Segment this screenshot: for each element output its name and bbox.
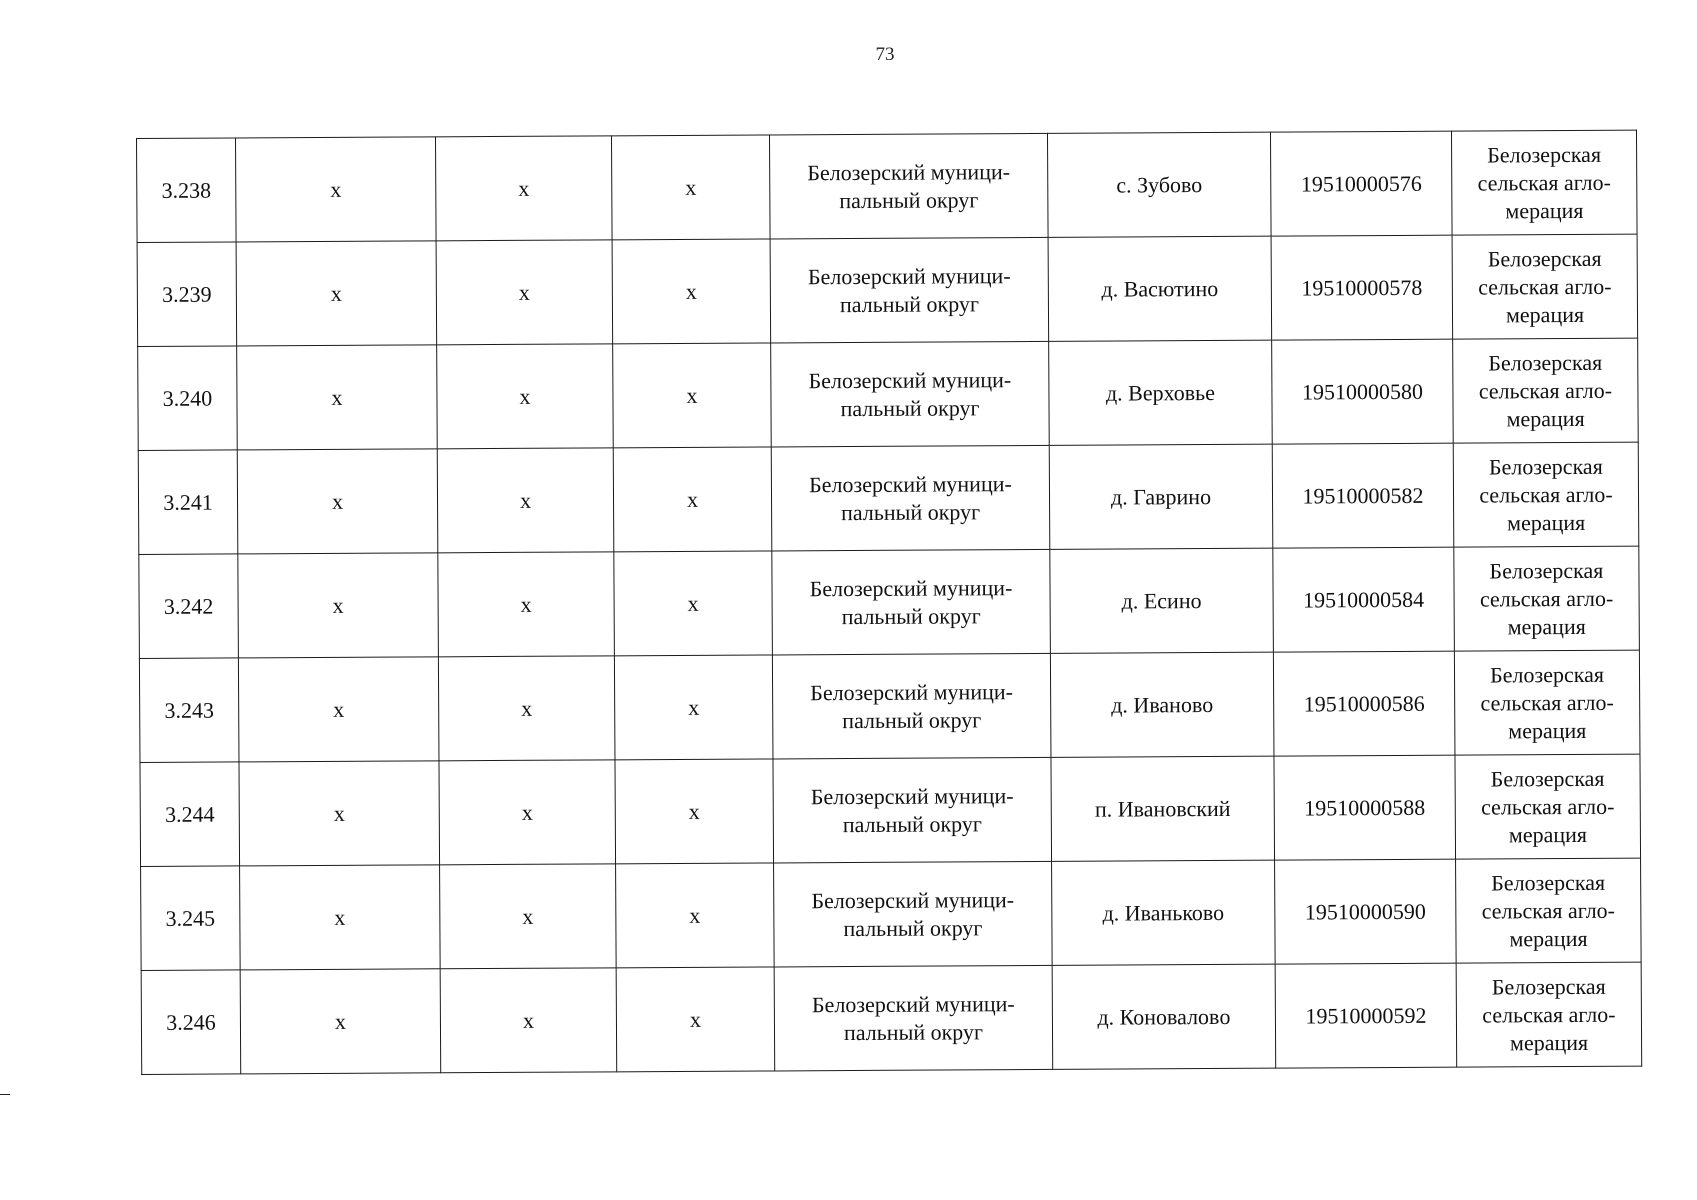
district-cell-text: Белозерский муници- xyxy=(809,470,1012,497)
agglomeration-cell xyxy=(1453,338,1639,443)
settlement-cell xyxy=(1050,548,1274,653)
row-number-cell xyxy=(138,450,238,555)
row-number-cell xyxy=(141,866,241,971)
agglomeration-cell-text: мерация xyxy=(1507,613,1586,639)
settlement-cell-text: с. Зубово xyxy=(1116,171,1203,198)
table-body xyxy=(137,130,1642,1074)
agglomeration-cell xyxy=(1454,650,1640,755)
mark-cell-text: х xyxy=(686,486,699,512)
row-number-cell-text: 3.243 xyxy=(164,697,215,723)
district-cell xyxy=(772,653,1051,759)
table-row xyxy=(137,130,1638,242)
agglomeration-cell-text: сельская агло- xyxy=(1478,273,1612,300)
oktmo-code-cell xyxy=(1274,755,1456,860)
oktmo-code-cell xyxy=(1270,131,1452,236)
agglomeration-cell-text: Белозерская xyxy=(1490,661,1605,687)
mark-cell-text: х xyxy=(689,1006,701,1032)
mark-cell-text: х xyxy=(521,695,533,721)
settlement-cell-text: д. Есино xyxy=(1121,587,1202,614)
agglomeration-cell xyxy=(1454,546,1640,651)
agglomeration-cell xyxy=(1456,858,1642,963)
district-cell-text: пальный округ xyxy=(839,290,980,317)
oktmo-code-cell xyxy=(1272,443,1454,548)
agglomeration-cell-text: мерация xyxy=(1508,821,1588,847)
settlement-cell xyxy=(1049,444,1273,549)
row-number-cell-text: 3.245 xyxy=(165,905,216,931)
agglomeration-cell-text: мерация xyxy=(1507,509,1586,535)
agglomeration-cell-text: мерация xyxy=(1505,197,1584,223)
table-row xyxy=(139,650,1640,762)
agglomeration-cell-text: сельская агло- xyxy=(1480,689,1614,715)
settlement-cell-text: д. Коноваловo xyxy=(1097,1003,1231,1030)
mark-cell-text: х xyxy=(519,383,531,409)
mark-cell xyxy=(238,553,439,658)
mark-cell xyxy=(615,759,774,864)
mark-cell xyxy=(239,761,440,866)
agglomeration-cell-text: сельская агло- xyxy=(1479,585,1614,612)
agglomeration-cell xyxy=(1452,234,1638,339)
district-cell-text: Белозерский муници- xyxy=(807,262,1011,289)
table-row xyxy=(140,754,1641,866)
oktmo-code-cell-text: 19510000576 xyxy=(1300,170,1422,196)
agglomeration-cell-text: мерация xyxy=(1509,925,1588,951)
agglomeration-cell xyxy=(1453,442,1639,547)
mark-cell xyxy=(437,448,614,553)
row-number-cell-text: 3.238 xyxy=(161,177,212,203)
oktmo-code-cell-text: 19510000592 xyxy=(1305,1002,1427,1028)
mark-cell xyxy=(236,137,437,242)
settlement-cell-text: д. Иваново xyxy=(1111,691,1214,718)
mark-cell xyxy=(238,657,439,762)
district-cell xyxy=(771,341,1050,447)
settlement-cell xyxy=(1051,756,1275,861)
mark-cell-text: х xyxy=(520,591,532,617)
settlement-cell xyxy=(1050,652,1274,757)
mark-cell xyxy=(612,239,771,344)
row-number-cell xyxy=(139,658,239,763)
page-number: 73 xyxy=(875,44,895,65)
mark-cell xyxy=(437,344,614,449)
mark-cell xyxy=(439,760,616,865)
mark-cell-text: х xyxy=(334,1008,347,1034)
table-row xyxy=(141,962,1642,1074)
mark-cell-text: х xyxy=(685,174,697,200)
mark-cell-text: х xyxy=(330,280,342,306)
agglomeration-cell-text: Белозерская xyxy=(1487,141,1602,167)
mark-cell-text: х xyxy=(686,382,698,408)
district-cell-text: Белозерский муници- xyxy=(811,886,1015,913)
settlement-cell-text: п. Ивановский xyxy=(1094,795,1231,822)
row-number-cell xyxy=(137,242,237,347)
mark-cell xyxy=(435,136,612,241)
mark-cell-text: х xyxy=(331,384,343,410)
mark-cell-text: х xyxy=(688,694,700,720)
district-cell-text: пальный округ xyxy=(841,498,981,525)
mark-cell-text: х xyxy=(522,1007,535,1033)
district-cell xyxy=(769,133,1048,239)
district-cell xyxy=(774,861,1053,967)
district-cell-text: пальный округ xyxy=(843,1018,984,1045)
oktmo-code-cell-text: 19510000580 xyxy=(1301,378,1424,404)
row-number-cell xyxy=(137,138,237,243)
mark-cell-text: х xyxy=(688,798,700,824)
district-cell-text: Белозерский муници- xyxy=(811,990,1015,1017)
agglomeration-cell-text: сельская агло- xyxy=(1481,793,1615,819)
agglomeration-cell-text: мерация xyxy=(1506,405,1585,431)
district-cell-text: пальный округ xyxy=(842,706,982,733)
oktmo-code-cell xyxy=(1275,963,1457,1068)
table-row xyxy=(137,234,1638,346)
mark-cell xyxy=(237,449,438,554)
oktmo-code-cell-text: 19510000590 xyxy=(1304,898,1426,924)
mark-cell-text: х xyxy=(689,902,701,928)
district-cell-text: Белозерский муници- xyxy=(810,678,1014,705)
district-cell-text: Белозерский муници- xyxy=(808,366,1012,393)
district-cell-text: пальный округ xyxy=(840,394,980,421)
agglomeration-cell xyxy=(1455,754,1641,859)
mark-cell xyxy=(611,135,770,240)
agglomeration-cell-text: Белозерская xyxy=(1491,973,1606,999)
oktmo-code-cell-text: 19510000582 xyxy=(1302,482,1424,508)
row-number-cell-text: 3.239 xyxy=(162,281,212,307)
agglomeration-cell-text: Белозерская xyxy=(1491,869,1606,895)
district-cell-text: Белозерский муници- xyxy=(810,782,1014,809)
mark-cell xyxy=(237,345,438,450)
settlement-cell xyxy=(1049,340,1273,445)
oktmo-code-cell-text: 19510000586 xyxy=(1303,690,1425,716)
oktmo-code-cell xyxy=(1271,235,1453,340)
settlement-cell xyxy=(1052,964,1276,1069)
oktmo-code-cell xyxy=(1272,339,1454,444)
settlement-cell-text: д. Верховье xyxy=(1105,379,1215,406)
mark-cell-text: х xyxy=(522,903,534,929)
settlement-cell-text: д. Гаврино xyxy=(1110,483,1212,510)
agglomeration-cell-text: Белозерская xyxy=(1488,349,1603,375)
district-cell-text: пальный округ xyxy=(839,186,979,213)
district-cell xyxy=(773,757,1052,863)
row-number-cell-text: 3.242 xyxy=(163,593,214,619)
mark-cell xyxy=(438,552,615,657)
mark-cell xyxy=(613,343,772,448)
row-number-cell-text: 3.246 xyxy=(166,1009,216,1035)
district-cell-text: Белозерский муници- xyxy=(809,574,1013,601)
district-cell-text: пальный округ xyxy=(843,914,983,941)
mark-cell xyxy=(614,655,773,760)
table-row xyxy=(138,338,1639,450)
table-row xyxy=(141,858,1642,970)
district-cell-text: пальный округ xyxy=(842,810,982,837)
scan-margin-mark xyxy=(0,1094,10,1095)
district-cell-text: Белозерский муници- xyxy=(807,158,1011,185)
agglomeration-cell xyxy=(1456,962,1642,1067)
mark-cell-text: х xyxy=(519,487,532,513)
mark-cell-text: х xyxy=(685,278,697,304)
agglomeration-cell-text: Белозерская xyxy=(1488,453,1603,479)
row-number-cell xyxy=(141,970,241,1075)
oktmo-code-cell xyxy=(1273,547,1455,652)
mark-cell-text: х xyxy=(330,176,342,202)
mark-cell xyxy=(614,551,773,656)
mark-cell-text: х xyxy=(333,696,345,722)
mark-cell xyxy=(438,656,615,761)
mark-cell xyxy=(616,967,775,1072)
agglomeration-cell-text: мерация xyxy=(1509,1029,1589,1055)
settlement-cell xyxy=(1047,132,1271,237)
oktmo-code-cell-text: 19510000578 xyxy=(1301,274,1423,300)
district-cell xyxy=(770,237,1049,343)
agglomeration-cell-text: Белозерская xyxy=(1489,557,1604,583)
district-cell xyxy=(772,549,1051,655)
oktmo-code-cell xyxy=(1273,651,1455,756)
settlement-cell xyxy=(1052,860,1276,965)
row-number-cell-text: 3.244 xyxy=(164,801,215,827)
mark-cell-text: х xyxy=(334,904,346,930)
mark-cell-text: х xyxy=(518,175,530,201)
district-cell xyxy=(774,965,1053,1071)
agglomeration-cell xyxy=(1451,130,1637,235)
settlement-cell xyxy=(1048,236,1272,341)
oktmo-code-cell xyxy=(1275,859,1457,964)
table-row xyxy=(138,442,1639,554)
mark-cell xyxy=(436,240,613,345)
table-row xyxy=(139,546,1640,658)
mark-cell xyxy=(236,241,437,346)
agglomeration-cell-text: мерация xyxy=(1505,301,1585,327)
oktmo-code-cell-text: 19510000584 xyxy=(1303,586,1425,612)
mark-cell-text: х xyxy=(333,800,345,826)
settlement-cell-text: д. Васютино xyxy=(1101,275,1219,302)
row-number-cell xyxy=(139,554,239,659)
oktmo-code-cell-text: 19510000588 xyxy=(1304,794,1426,820)
mark-cell-text: х xyxy=(331,488,344,514)
mark-cell xyxy=(240,969,441,1074)
row-number-cell-text: 3.241 xyxy=(163,489,213,515)
agglomeration-cell-text: Белозерская xyxy=(1487,245,1602,271)
row-number-cell xyxy=(140,762,240,867)
agglomeration-cell-text: сельская агло- xyxy=(1478,377,1613,404)
row-number-cell xyxy=(138,346,238,451)
settlements-table xyxy=(136,130,1642,1075)
mark-cell-text: х xyxy=(332,592,344,618)
mark-cell-text: х xyxy=(521,799,533,825)
district-cell-text: пальный округ xyxy=(841,602,981,629)
settlement-cell-text: д. Иваньково xyxy=(1102,899,1225,926)
agglomeration-cell-text: сельская агло- xyxy=(1477,169,1611,196)
mark-cell xyxy=(616,863,775,968)
agglomeration-cell-text: сельская агло- xyxy=(1479,481,1613,508)
row-number-cell-text: 3.240 xyxy=(162,385,213,411)
mark-cell xyxy=(240,865,441,970)
mark-cell xyxy=(440,968,617,1073)
mark-cell-text: х xyxy=(687,590,699,616)
agglomeration-cell-text: сельская агло- xyxy=(1481,897,1616,923)
mark-cell xyxy=(440,864,617,969)
mark-cell-text: х xyxy=(518,279,530,305)
agglomeration-cell-text: мерация xyxy=(1508,717,1587,743)
agglomeration-cell-text: сельская агло- xyxy=(1482,1001,1616,1027)
agglomeration-cell-text: Белозерская xyxy=(1490,765,1605,791)
mark-cell xyxy=(613,447,772,552)
district-cell xyxy=(771,445,1050,551)
